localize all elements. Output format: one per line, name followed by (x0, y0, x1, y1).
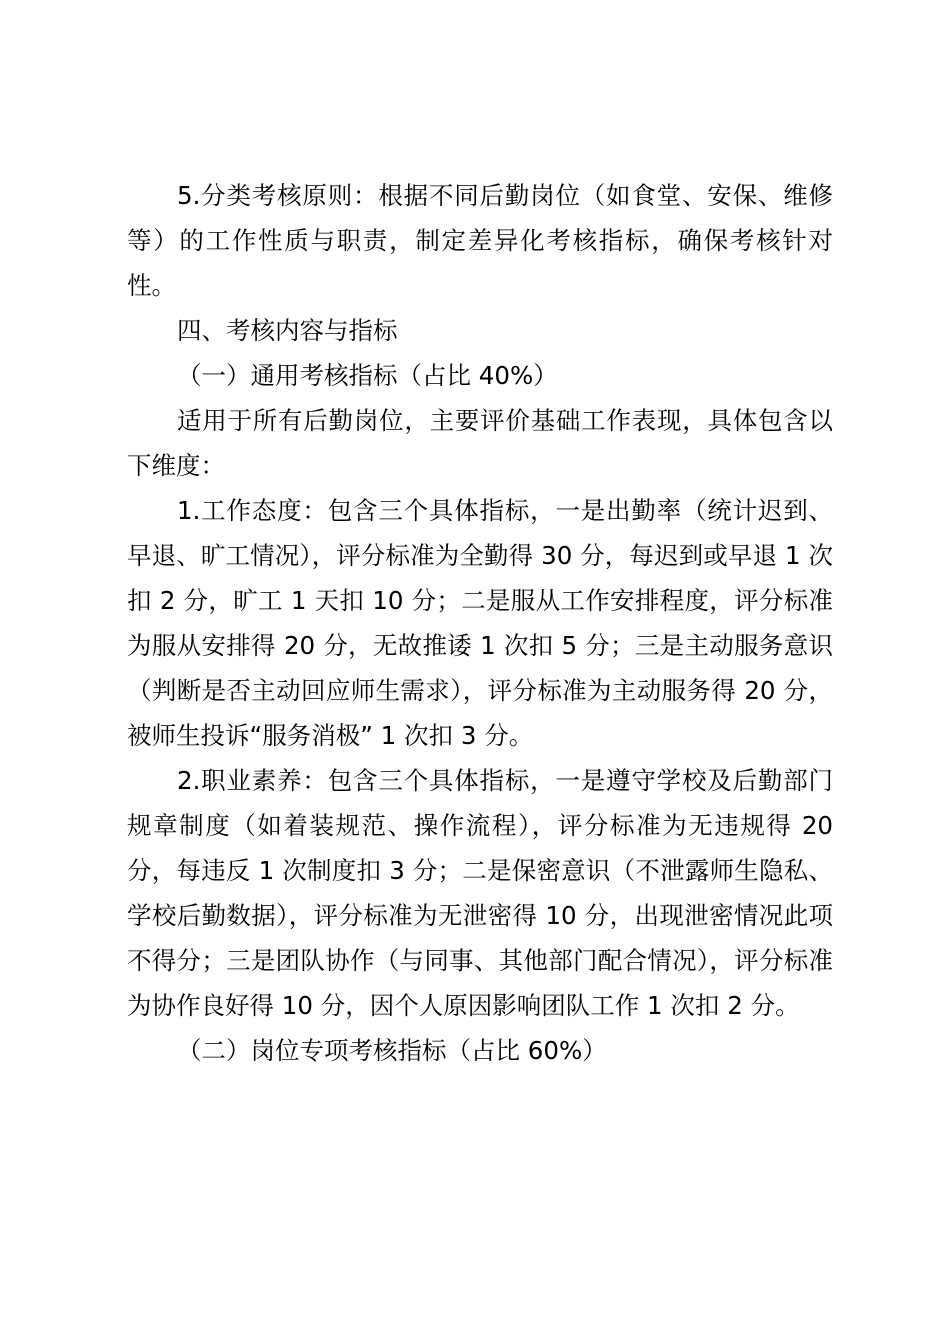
paragraph-work-attitude: 1.工作态度：包含三个具体指标，一是出勤率（统计迟到、早退、旷工情况），评分标准为全勤得 30 分，每迟到或早退 1 次扣 2 分，旷工 1 天扣 10 分；二是服从工作安排程度，评分标准为服从安排得 20 分，无故推诿 1 次扣 5 分；三是主动服务意识（判断是否主动回应师生需求），评分标准为主动服务得 20 分，被师生投诉“服务消极” 1 次扣 3 分。 (127, 496, 833, 750)
subsection-heading-general-indicators: （一）通用考核指标（占比 40%） (177, 361, 558, 390)
paragraph-professional-quality: 2.职业素养：包含三个具体指标，一是遵守学校及后勤部门规章制度（如着装规范、操作流程），评分标准为无违规得 20 分，每违反 1 次制度扣 3 分；二是保密意识（不泄露师生隐私、学校后勤数据），评分标准为无泄密得 10 分，出现泄密情况此项不得分；三是团队协作（与同事、其他部门配合情况），评分标准为协作良好得 10 分，因个人原因影响团队工作 1 次扣 2 分。 (127, 766, 833, 1020)
paragraph-general-scope: 适用于所有后勤岗位，主要评价基础工作表现，具体包含以下维度： (127, 406, 833, 480)
section-heading-assessment-content: 四、考核内容与指标 (177, 316, 398, 345)
paragraph-classification-principle: 5.分类考核原则：根据不同后勤岗位（如食堂、安保、维修等）的工作性质与职责，制定差异化考核指标，确保考核针对性。 (127, 181, 833, 300)
subsection-heading-post-specific-indicators: （二）岗位专项考核指标（占比 60%） (177, 1036, 607, 1065)
document-body (127, 173, 833, 1073)
